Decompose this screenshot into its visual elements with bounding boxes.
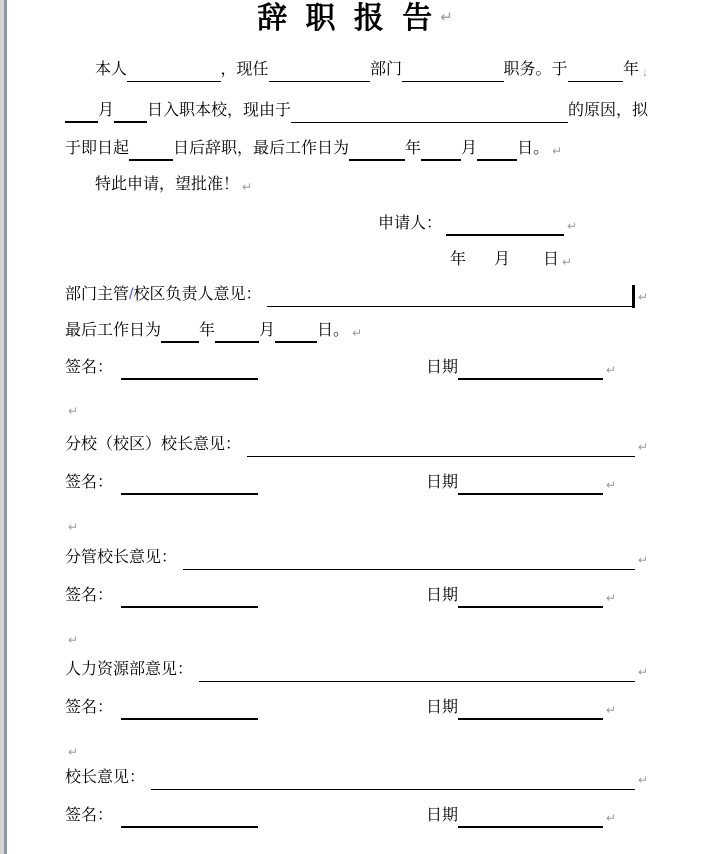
spacer	[258, 494, 426, 495]
paragraph-mark-icon: ↵	[606, 363, 617, 377]
text-run: 部门	[370, 61, 403, 78]
paragraph-mark-icon: ↵	[637, 553, 648, 567]
text-run: 日期	[426, 807, 459, 824]
paragraph-mark-icon: ↵	[440, 9, 453, 26]
document-title	[0, 0, 710, 37]
text-run: 日入职本校，现由于	[147, 102, 292, 119]
blank-line[interactable]	[127, 61, 220, 82]
blank-line[interactable]	[349, 139, 405, 161]
text-run: 人力资源部意见：	[65, 661, 194, 678]
blank-line[interactable]	[121, 473, 258, 495]
text-run: 签名：	[65, 587, 114, 604]
body-line-2	[65, 101, 648, 123]
blank-line[interactable]	[199, 661, 635, 682]
blank-line[interactable]	[183, 549, 635, 570]
paragraph-mark-icon: ↵	[606, 811, 617, 825]
line-break-mark-icon: ↓	[642, 65, 649, 79]
blank-line[interactable]	[267, 286, 631, 307]
blank-line[interactable]	[121, 698, 258, 720]
text-run: 签名：	[65, 699, 114, 716]
text-run: 日	[543, 251, 560, 268]
text-run: 年	[450, 251, 467, 268]
applicant-date-line	[450, 250, 572, 272]
spacer	[258, 379, 426, 380]
text-run: 签名：	[65, 807, 114, 824]
blank-line[interactable]	[275, 321, 317, 343]
spacer	[113, 494, 121, 495]
blank-line[interactable]	[477, 139, 517, 161]
text-run: 签名：	[65, 359, 114, 376]
text-run: 日。	[517, 140, 550, 157]
paragraph-mark-icon: ↵	[68, 520, 79, 534]
text-run: 日。	[317, 322, 350, 339]
text-run: 申请人：	[378, 215, 443, 232]
text-cursor	[632, 285, 635, 308]
paragraph-mark-icon: ↵	[637, 440, 648, 454]
text-run: 日期	[426, 474, 459, 491]
empty-line-2	[65, 515, 78, 537]
body-line-4	[95, 175, 252, 197]
applicant-line	[378, 214, 577, 236]
empty-line-1	[65, 399, 78, 421]
blank-line[interactable]	[458, 806, 603, 828]
spacer	[258, 827, 426, 828]
paragraph-mark-icon: ↵	[606, 703, 617, 717]
blank-line[interactable]	[65, 101, 98, 123]
empty-line-3	[65, 628, 78, 650]
spacer	[258, 719, 426, 720]
text-run: 月	[494, 251, 511, 268]
text-run: 日期	[426, 587, 459, 604]
blank-line[interactable]	[121, 586, 258, 608]
paragraph-mark-icon: ↵	[68, 745, 79, 759]
page-edge-line	[4, 0, 7, 854]
paragraph-mark-icon: ↵	[637, 773, 648, 787]
signature-row-3	[65, 586, 616, 608]
paragraph-mark-icon: ↵	[352, 326, 363, 340]
text-run: 日期	[426, 699, 459, 716]
hr-opinion-line	[65, 660, 648, 682]
signature-row-5	[65, 806, 616, 828]
signature-row-4	[65, 698, 616, 720]
text-run: 的原因，拟	[567, 102, 648, 119]
principal-opinion-line	[65, 768, 648, 790]
text-run: 职务。于	[503, 61, 568, 78]
text-run: 月	[259, 322, 276, 339]
deputy-principal-opinion-line	[65, 548, 648, 570]
paragraph-mark-icon: ↵	[562, 255, 573, 269]
text-run: 本人	[95, 61, 128, 78]
blank-line[interactable]	[269, 61, 370, 82]
paragraph-mark-icon: ↵	[552, 144, 563, 158]
text-run: 年	[623, 61, 640, 78]
spacer	[510, 271, 543, 272]
text-run: 分校（校区）校长意见：	[65, 436, 242, 453]
spacer	[258, 607, 426, 608]
paragraph-mark-icon: ↵	[68, 633, 79, 647]
blank-line[interactable]	[458, 586, 603, 608]
blank-line[interactable]	[421, 139, 461, 161]
paragraph-mark-icon: ↵	[242, 180, 253, 194]
title-text: 辞 职 报 告	[257, 2, 438, 35]
text-run: 特此申请，望批准！	[95, 176, 240, 193]
text-run: 校区负责人意见：	[133, 286, 262, 303]
text-run: 校长意见：	[65, 769, 146, 786]
blank-line[interactable]	[402, 61, 503, 82]
paragraph-mark-icon: ↵	[637, 290, 648, 304]
paragraph-mark-icon: ↵	[637, 665, 648, 679]
blank-line[interactable]	[446, 214, 564, 236]
empty-line-4	[65, 740, 78, 762]
dept-head-opinion-line	[65, 285, 648, 307]
spacer	[113, 827, 121, 828]
signature-row-1	[65, 358, 616, 380]
signature-row-2	[65, 473, 616, 495]
text-run: 年	[405, 140, 422, 157]
blank-line[interactable]	[458, 358, 603, 380]
text-run: 日期	[426, 359, 459, 376]
blank-line[interactable]	[215, 321, 259, 343]
text-run: 年	[199, 322, 216, 339]
branch-principal-opinion-line	[65, 435, 648, 457]
spacer	[113, 719, 121, 720]
text-run: 日后辞职，最后工作日为	[173, 140, 350, 157]
text-run: 最后工作日为	[65, 322, 162, 339]
blank-line[interactable]	[291, 102, 568, 123]
paragraph-mark-icon: ↵	[606, 591, 617, 605]
last-work-day-line	[65, 321, 362, 343]
blank-line[interactable]	[121, 358, 258, 380]
blank-line[interactable]	[151, 769, 635, 790]
blank-line[interactable]	[114, 101, 147, 123]
text-run: 于即日起	[65, 140, 130, 157]
paragraph-mark-icon: ↵	[606, 478, 617, 492]
blank-line[interactable]	[161, 321, 199, 343]
text-run: 签名：	[65, 474, 114, 491]
spacer	[113, 607, 121, 608]
text-run: ，现任	[220, 61, 269, 78]
blank-line[interactable]	[458, 698, 603, 720]
blank-line[interactable]	[458, 473, 603, 495]
blank-line[interactable]	[129, 139, 173, 161]
spacer	[113, 379, 121, 380]
blank-line[interactable]	[121, 806, 258, 828]
text-run: 部门主管	[65, 286, 130, 303]
text-run: /	[129, 286, 134, 303]
text-run: 月	[461, 140, 478, 157]
paragraph-mark-icon: ↵	[68, 404, 79, 418]
paragraph-mark-icon: ↵	[567, 219, 578, 233]
body-line-3	[65, 139, 562, 161]
blank-line[interactable]	[247, 436, 635, 457]
blank-line[interactable]	[568, 61, 623, 82]
body-line-1	[95, 60, 648, 82]
text-run: 月	[98, 102, 115, 119]
spacer	[466, 271, 494, 272]
text-run: 分管校长意见：	[65, 549, 178, 566]
